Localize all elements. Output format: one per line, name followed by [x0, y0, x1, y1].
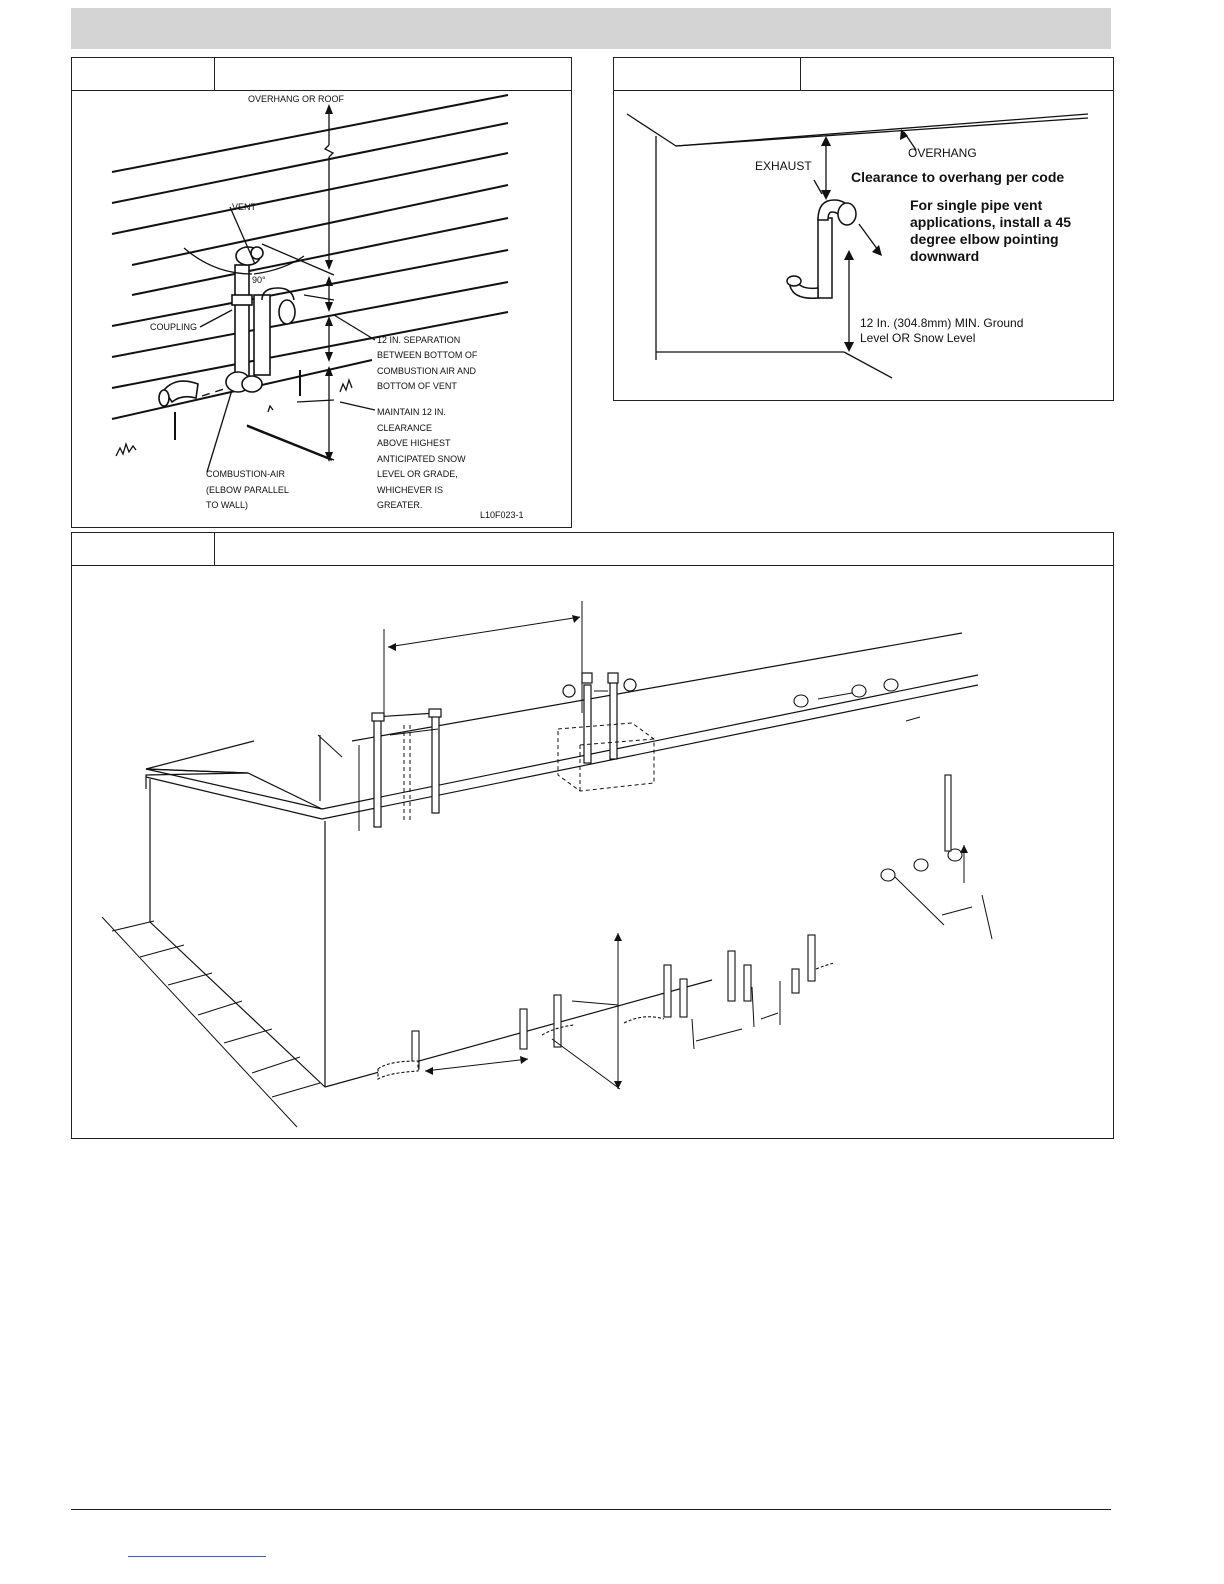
- figure-b-panel: [613, 57, 1114, 401]
- exhaust-label: EXHAUST: [755, 159, 812, 173]
- side-elbow: [159, 381, 198, 406]
- footer-rule: [71, 1509, 1111, 1510]
- figure-b-text: [755, 146, 1071, 345]
- figure-c-dimension-lines: [318, 601, 992, 1089]
- ground-vent-pipes: [378, 935, 834, 1079]
- figure-b-label-cell: [614, 58, 801, 90]
- overhang-label: OVERHANG: [908, 146, 977, 160]
- figure-a-header: [72, 58, 571, 91]
- wall-vent-terminations: [794, 679, 962, 881]
- angle-label: 90°: [252, 275, 266, 285]
- clearance-line-6: WHICHEVER IS: [377, 485, 444, 495]
- figure-c-label-cell: [72, 533, 215, 565]
- clearance-line-4: ANTICIPATED SNOW: [377, 454, 466, 464]
- clearance-line-2: CLEARANCE: [377, 423, 433, 433]
- building-outline: [146, 633, 978, 1087]
- clearance-line-5: LEVEL OR GRADE,: [377, 469, 458, 479]
- roof-vent-pipes: [372, 673, 636, 827]
- figure-c-arrowheads: [388, 615, 968, 1089]
- vent-label: VENT: [232, 202, 257, 212]
- clearance-note: Clearance to overhang per code: [851, 169, 1065, 185]
- figure-b-header: [614, 58, 1113, 91]
- ground-level-line-1: 12 In. (304.8mm) MIN. Ground: [860, 316, 1024, 330]
- figure-id-label: L10F023-1: [480, 510, 524, 520]
- figure-c-header: [72, 533, 1113, 566]
- figure-a-label-cell: [72, 58, 215, 90]
- combustion-line-3: TO WALL): [206, 500, 249, 510]
- single-pipe-line-4: downward: [910, 248, 980, 264]
- clearance-line-7: GREATER.: [377, 500, 423, 510]
- separation-line-3: COMBUSTION AIR AND: [377, 366, 477, 376]
- figure-a-drawing: [72, 90, 570, 526]
- figure-b-drawing: [614, 90, 1112, 399]
- single-pipe-line-3: degree elbow pointing: [910, 231, 1059, 247]
- coupling-label: COUPLING: [150, 322, 198, 332]
- separation-line-2: BETWEEN BOTTOM OF: [377, 350, 478, 360]
- separation-line-1: 12 IN. SEPARATION: [377, 335, 461, 345]
- figure-c-drawing: [72, 565, 1112, 1137]
- figure-a-panel: [71, 57, 572, 528]
- footer-link-underline[interactable]: [128, 1556, 266, 1557]
- exhaust-pipe: [787, 200, 856, 298]
- sidewalk-slabs: [102, 917, 320, 1127]
- ground-level-line-2: Level OR Snow Level: [860, 331, 976, 345]
- siding-lines: [112, 95, 508, 460]
- combustion-line-2: (ELBOW PARALLEL: [206, 485, 289, 495]
- single-pipe-line-2: applications, install a 45: [910, 214, 1072, 230]
- overhang-or-roof-label: OVERHANG OR ROOF: [248, 94, 345, 104]
- page-header-bar: [71, 8, 1111, 49]
- clearance-line-1: MAINTAIN 12 IN.: [377, 407, 446, 417]
- clearance-line-3: ABOVE HIGHEST: [377, 438, 451, 448]
- combustion-line-1: COMBUSTION-AIR: [206, 469, 286, 479]
- single-pipe-line-1: For single pipe vent: [910, 197, 1043, 213]
- separation-line-4: BOTTOM OF VENT: [377, 381, 457, 391]
- figure-c-panel: [71, 532, 1114, 1139]
